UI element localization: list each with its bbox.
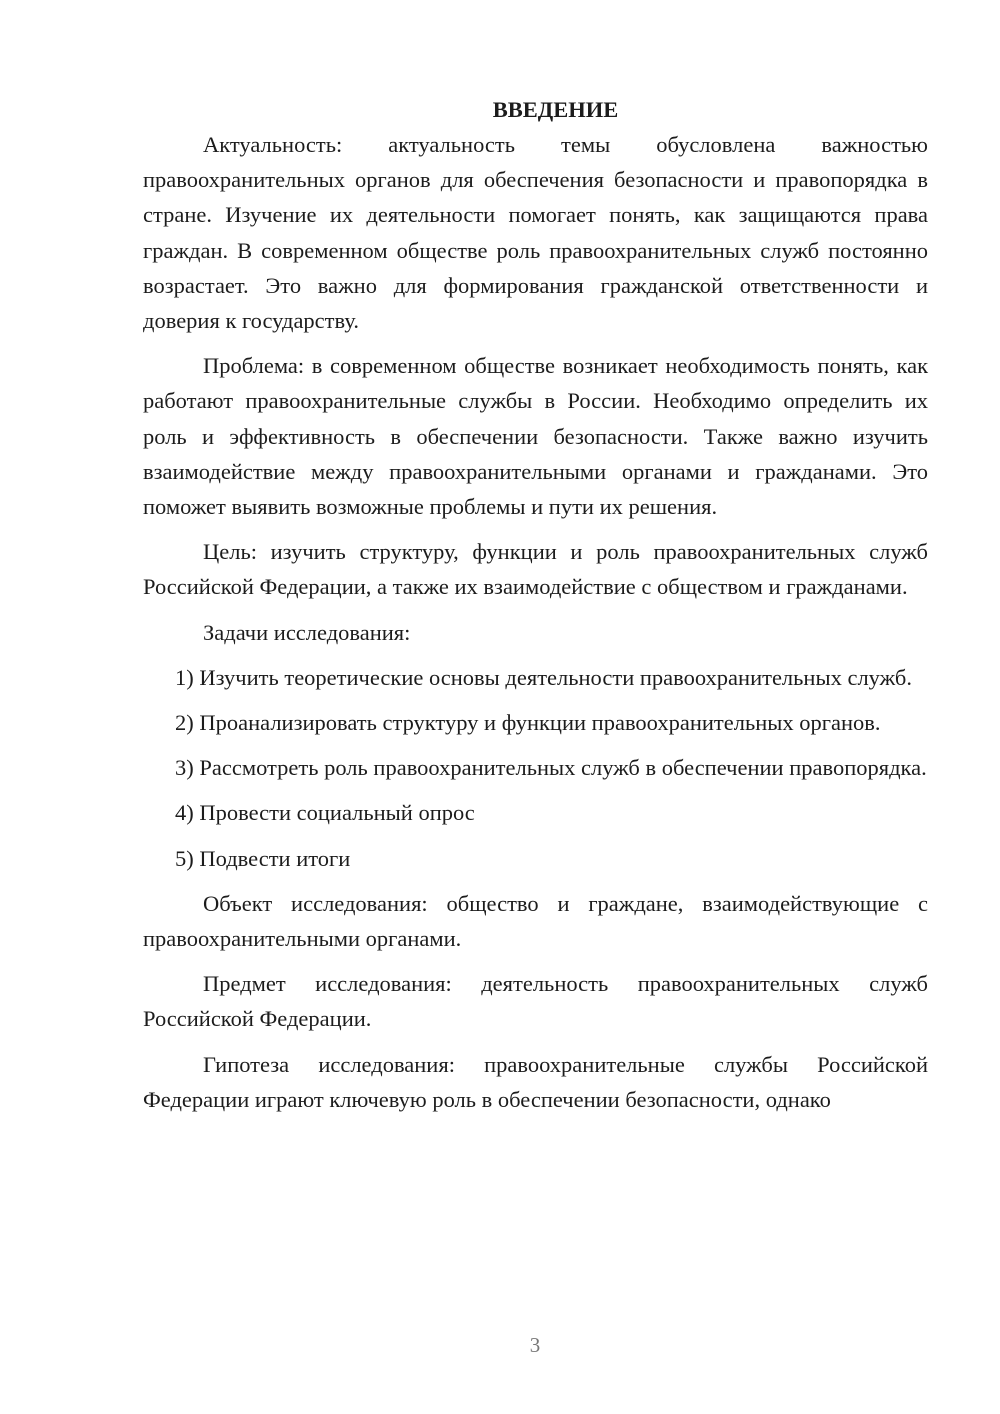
paragraph-hypothesis: Гипотеза исследования: правоохранительные службы Российской Федерации играют ключевую роль в обеспечении безопасности, однако xyxy=(143,1051,928,1112)
paragraph-object: Объект исследования: общество и граждане, взаимодействующие с правоохранительными органами. xyxy=(143,890,928,952)
task-item-5: 5) Подвести итоги xyxy=(175,845,351,871)
paragraph-relevance: Актуальность: актуальность темы обусловлена важностью правоохранительных органов для обеспечения безопасности и правопорядка в стране. Изучение их деятельности помогает понять, как защищаются права граждан. В современном обществе роль правоохранительных служб постоянно возрастает. Это важно для формирования гражданской ответственности и доверия к государству. xyxy=(143,132,928,334)
task-item-3: 3) Рассмотреть роль правоохранительных служб в обеспечении правопорядка. xyxy=(175,755,927,781)
paragraph-goal: Цель: изучить структуру, функции и роль правоохранительных служб Российской Федерации, а также их взаимодействие с обществом и гражданами. xyxy=(143,539,928,600)
task-item-2: 2) Проанализировать структуру и функции правоохранительных органов. xyxy=(175,710,881,736)
task-item-4: 4) Провести социальный опрос xyxy=(175,800,475,826)
page-body xyxy=(143,92,928,1117)
paragraph-tasks-heading: Задачи исследования: xyxy=(203,619,411,645)
paragraph-problem: Проблема: в современном обществе возникает необходимость понять, как работают правоохранительные службы в России. Необходимо определить их роль и эффективность в обеспечении безопасности. Также важно изучить взаимодействие между правоохранительными органами и гражданами. Это поможет выявить возможные проблемы и пути их решения. xyxy=(143,353,928,520)
page-number: 3 xyxy=(529,1333,541,1357)
paragraph-subject: Предмет исследования: деятельность правоохранительных служб Российской Федерации. xyxy=(143,971,928,1032)
section-title: ВВЕДЕНИЕ xyxy=(492,97,619,122)
task-item-1: 1) Изучить теоретические основы деятельности правоохранительных служб. xyxy=(175,664,912,690)
